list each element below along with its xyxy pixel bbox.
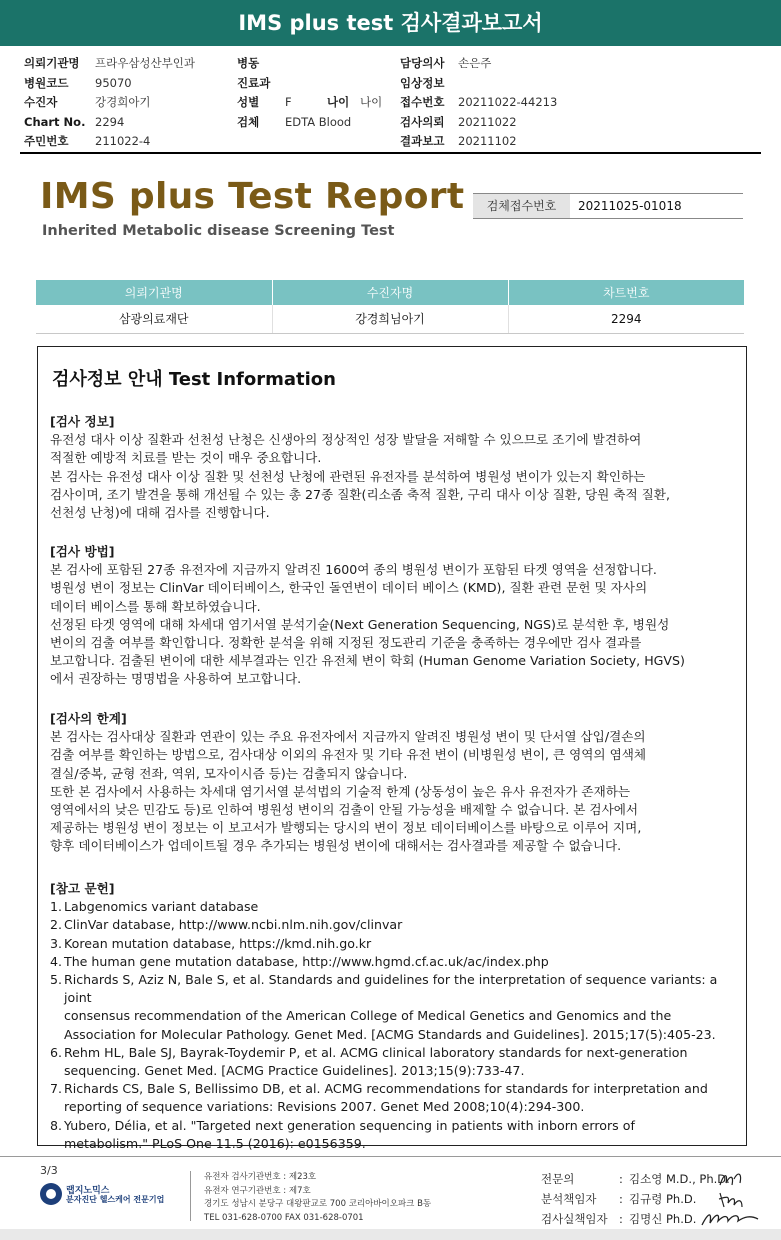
field-value: 강경희아기	[95, 95, 151, 109]
field-value: F	[285, 95, 292, 109]
accession-number	[473, 193, 743, 219]
reference-number: 8.	[50, 1117, 63, 1133]
signatory-role: 분석책임자	[541, 1192, 597, 1206]
reference-item	[50, 1080, 740, 1116]
summary-table	[36, 280, 744, 334]
reference-text: Labgenomics variant database	[64, 899, 259, 915]
text-line: 선정된 타겟 영역에 대해 차세대 염기서열 분석기술(Next Generation Sequencing, NGS)로 분석한 후, 병원성	[50, 616, 670, 632]
report-header-bar	[0, 0, 781, 46]
field-value: 2294	[95, 114, 125, 129]
text-line: 영역에서의 낮은 민감도 등)로 인하여 병원성 변이의 검출이 안될 가능성을 배제할 수 없습니다. 본 검사에서	[50, 802, 639, 818]
patient-col-2	[237, 54, 382, 132]
field-label: 병원코드	[24, 75, 69, 90]
reference-number: 7.	[50, 1081, 63, 1097]
column-header: 차트번호	[508, 280, 744, 305]
reference-text: Association for Molecular Pathology. Genet Med. [ACMG Standards and Guidelines]. 2015;17(5):405-23.	[64, 1026, 716, 1042]
text-line: 본 검사에 포함된 27종 유전자에 지금까지 알려진 1600여 종의 병원성 변이가 포함된 타겟 영역을 선정합니다.	[50, 562, 657, 578]
text-line: 에서 권장하는 명명법을 사용하여 보고합니다.	[50, 671, 302, 687]
text-line: 데이터 베이스를 통해 확보하였습니다.	[50, 598, 261, 614]
section-heading: [검사의 한계]	[50, 711, 127, 726]
footer-divider	[190, 1171, 191, 1221]
reference-item	[50, 971, 740, 1044]
reference-number: 4.	[50, 953, 63, 969]
accession-label: 검체접수번호	[473, 194, 570, 218]
lab-info-line: 경기도 성남시 분당구 대왕판교로 700 코리아바이오파크 B동	[204, 1199, 432, 1209]
reference-text: Yubero, Délia, et al. "Targeted next generation sequencing in patients with inborn errors of	[64, 1117, 635, 1133]
patient-col-1	[24, 54, 195, 152]
section-test-method	[50, 543, 740, 689]
reference-text: The human gene mutation database, http://www.hgmd.cf.ac.uk/ac/index.php	[64, 953, 549, 969]
age-value: 나이	[360, 95, 383, 109]
field-label: 접수번호	[400, 95, 445, 109]
test-information-box	[37, 346, 747, 1151]
text-line: 제공하는 병원성 변이 정보는 이 보고서가 발행되는 당시의 변이 정보 데이터베이스를 바탕으로 이루어 지며,	[50, 820, 642, 836]
reference-item	[50, 935, 740, 953]
company-logo	[40, 1183, 190, 1209]
text-line: 보고합니다. 검출된 변이에 대한 세부결과는 인간 유전체 변이 학회 (Human Genome Variation Society, HGVS)	[50, 653, 685, 669]
lab-info-line: 유전자 검사기관번호 : 제23호	[204, 1172, 317, 1182]
reference-number: 6.	[50, 1044, 63, 1060]
footer-band	[0, 1229, 781, 1240]
text-line: 변이의 검출 여부를 확인합니다. 정확한 분석을 위해 지정된 정도관리 기준을 충족하는 경우에만 검사 결과를	[50, 635, 642, 651]
logo-icon	[40, 1183, 62, 1205]
reference-item	[50, 916, 740, 934]
reference-text: Richards S, Aziz N, Bale S, et al. Standards and guidelines for the interpretation of sequence variants: a joint	[64, 972, 718, 1006]
signatory-colon: :	[619, 1192, 623, 1206]
reference-item	[50, 1044, 740, 1080]
field-label: 검체	[237, 114, 260, 129]
signatory-name: 김규령 Ph.D.	[629, 1192, 697, 1206]
column-header: 수진자명	[272, 280, 508, 305]
field-label: 담당의사	[400, 56, 445, 70]
field-value: 20211022	[458, 114, 517, 129]
reference-text: consensus recommendation of the American College of Medical Genetics and Genomics and the	[64, 1008, 672, 1024]
text-line: 본 검사는 유전성 대사 이상 질환 및 선천성 난청에 관련된 유전자를 분석하여 병원성 변이가 있는지 확인하는	[50, 468, 646, 484]
reference-list	[50, 898, 740, 1153]
text-line: 적절한 예방적 치료를 받는 것이 매우 중요합니다.	[50, 450, 322, 466]
reference-text: Korean mutation database, https://kmd.nih.go.kr	[64, 935, 372, 951]
signatory-role: 검사실책임자	[541, 1212, 608, 1226]
reference-number: 5.	[50, 972, 63, 988]
lab-info-line: 유전자 연구기관번호 : 제7호	[204, 1185, 311, 1196]
table-row	[36, 305, 744, 333]
field-value: 프라우삼성산부인과	[95, 56, 195, 70]
reference-text: Richards CS, Bale S, Bellissimo DB, et al. ACMG recommendations for standards for interpretation and	[64, 1081, 708, 1097]
section-heading: [검사 정보]	[50, 414, 115, 429]
reference-item	[50, 898, 740, 916]
field-label: 진료과	[237, 75, 271, 90]
field-label: 병동	[237, 56, 260, 70]
patient-col-3	[400, 54, 557, 152]
signatory-role: 전문의	[541, 1172, 575, 1186]
text-line: 향후 데이터베이스가 업데이트될 경우 추가되는 병원성 변이에 대해서는 검사결과를 제공할 수 없습니다.	[50, 838, 622, 854]
field-label: Chart No.	[24, 114, 86, 129]
report-header-title: IMS plus test 검사결과보고서	[238, 11, 543, 35]
field-label: 검사의뢰	[400, 114, 445, 129]
reference-item	[50, 953, 740, 971]
patient-info	[0, 54, 781, 152]
logo-tagline: 분자진단 헬스케어 전문기업	[66, 1195, 165, 1204]
field-value: EDTA Blood	[285, 114, 352, 129]
section-heading: [검사 방법]	[50, 544, 115, 559]
signatory-colon: :	[619, 1172, 623, 1186]
report-title: IMS plus Test Report	[40, 176, 465, 217]
reference-text: ClinVar database, http://www.ncbi.nlm.nih.gov/clinvar	[64, 917, 403, 933]
page-number: 3/3	[40, 1164, 58, 1177]
reference-item	[50, 1117, 740, 1153]
text-line: 선천성 난청)에 대해 검사를 진행합니다.	[50, 505, 270, 521]
field-label: 수진자	[24, 95, 58, 109]
text-line: 검출 여부를 확인하는 방법으로, 검사대상 이외의 유전자 및 기타 유전 변이 (비병원성 변이, 큰 영역의 염색체	[50, 747, 647, 763]
test-information-title: 검사정보 안내 Test Information	[52, 369, 336, 390]
section-heading: [참고 문헌]	[50, 881, 115, 896]
field-label: 주민번호	[24, 134, 69, 148]
section-test-limitations	[50, 710, 740, 856]
signature-3	[700, 1207, 760, 1229]
report-subtitle: Inherited Metabolic disease Screening Test	[42, 223, 395, 239]
patient-divider	[20, 152, 761, 154]
signatory-colon: :	[619, 1212, 623, 1226]
column-header: 의뢰기관명	[36, 280, 272, 305]
signatory-name: 김명신 Ph.D.	[629, 1212, 697, 1226]
field-value: 95070	[95, 75, 132, 90]
text-line: 결실/중복, 균형 전좌, 역위, 모자이시즘 등)는 검출되지 않습니다.	[50, 765, 408, 781]
section-test-info	[50, 413, 740, 522]
reference-text: Rehm HL, Bale SJ, Bayrak-Toydemir P, et al. ACMG clinical laboratory standards for next-generation	[64, 1044, 688, 1060]
text-line: 병원성 변이 정보는 ClinVar 데이터베이스, 한국인 돌연변이 데이터 베이스 (KMD), 질환 관련 문헌 및 자사의	[50, 580, 648, 596]
page-footer	[0, 1156, 781, 1240]
text-line: 또한 본 검사에서 사용하는 차세대 염기서열 분석법의 기술적 한계 (상동성이 높은 유사 유전자가 존재하는	[50, 783, 631, 799]
field-value: 20211102	[458, 134, 517, 148]
field-label: 결과보고	[400, 134, 445, 148]
table-cell: 삼광의료재단	[36, 305, 272, 333]
field-value: 20211022-44213	[458, 95, 558, 109]
reference-number: 3.	[50, 935, 63, 951]
reference-number: 1.	[50, 899, 63, 915]
lab-info-line: TEL 031-628-0700 FAX 031-628-0701	[204, 1212, 364, 1223]
reference-number: 2.	[50, 917, 63, 933]
section-references	[50, 880, 740, 1153]
text-line: 유전성 대사 이상 질환과 선천성 난청은 신생아의 정상적인 성장 발달을 저해할 수 있으므로 조기에 발견하여	[50, 432, 642, 448]
field-label: 성별	[237, 95, 260, 109]
table-cell: 강경희님아기	[272, 305, 508, 333]
field-label: 의뢰기관명	[24, 56, 80, 70]
text-line: 본 검사는 검사대상 질환과 연관이 있는 주요 유전자에서 지금까지 알려진 병원성 변이 및 단서열 삽입/결손의	[50, 729, 646, 745]
signatory-name: 김소영 M.D., Ph.D.	[629, 1172, 730, 1186]
table-header-row	[36, 280, 744, 305]
field-value: 211022-4	[95, 134, 151, 148]
lab-info	[204, 1171, 431, 1225]
field-label: 임상정보	[400, 75, 445, 90]
reference-text: sequencing. Genet Med. [ACMG Practice Guidelines]. 2013;15(9):733-47.	[64, 1063, 525, 1079]
text-line: 검사이며, 조기 발견을 통해 개선될 수 있는 총 27종 질환(리소좀 축적 질환, 구리 대사 이상 질환, 당원 축적 질환,	[50, 486, 670, 502]
accession-value: 20211025-01018	[578, 199, 682, 213]
table-cell: 2294	[508, 305, 744, 333]
reference-text: reporting of sequence variations: Revisions 2007. Genet Med 2008;10(4):294-300.	[64, 1099, 585, 1115]
logo-name: 랩지노믹스	[66, 1186, 110, 1196]
age-label: 나이	[327, 95, 350, 109]
signature-1	[718, 1169, 746, 1189]
field-value: 손은주	[458, 56, 492, 70]
reference-text: metabolism." PLoS One 11.5 (2016): e0156359.	[64, 1135, 366, 1151]
